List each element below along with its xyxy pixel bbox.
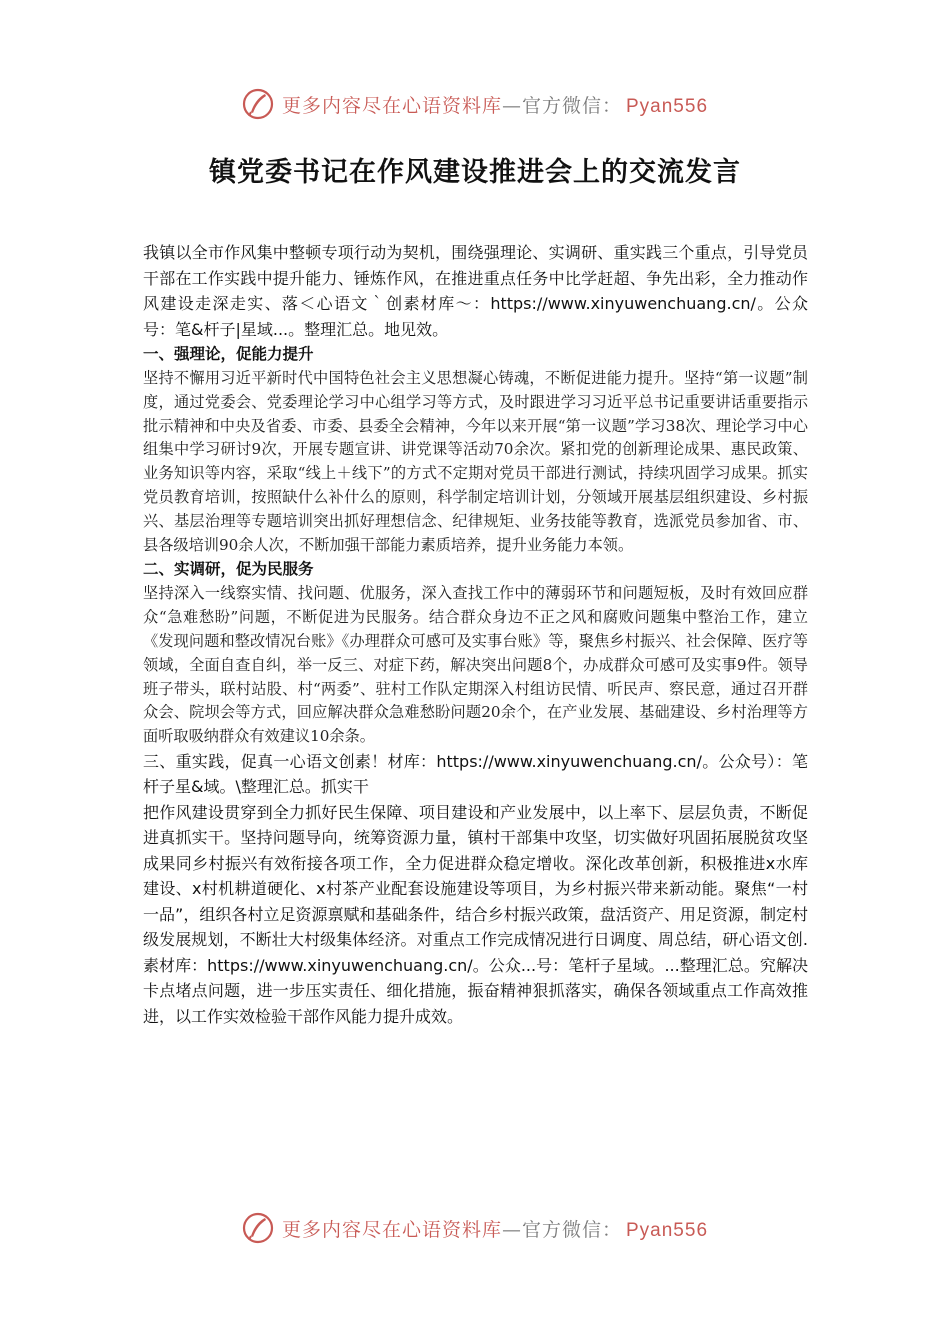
section-3-body: 把作风建设贯穿到全力抓好民生保障、项目建设和产业发展中，以上率下、层层负责，不断促进真抓实干。坚持问题导向，统筹资源力量，镇村干部集中攻坚，切实做好巩固拓展脱贫攻坚成果同乡村振兴有效衔接各项工作，全力促进群众稳定增收。深化改革创新，积极推进x水库建设、x村机耕道硬化、x村茶产业配套设施建设等项目，为乡村振兴带来新动能。聚焦“一村一品”，组织各村立足资源禀赋和基础条件，结合乡村振兴政策，盘活资产、用足资源，制定村级发展规划，不断壮大村级集体经济。对重点工作完成情况进行日调度、周总结，研心语文创.素材库：https://www.xinyuwenchuang.cn/。公众...号：笔杆子星域。...整理汇总。究解决卡点堵点问题，进一步压实责任、细化措施，振奋精神狠抓落实，确保各领域重点工作高效推进，以工作实效检验干部作风能力提升成效。 [143, 802, 808, 1026]
intro-paragraph: 我镇以全市作风集中整顿专项行动为契机，围绕强理论、实调研、重实践三个重点，引导党员干部在工作实践中提升能力、锤炼作风，在推进重点任务中比学赶超、争先出彩，全力推动作风建设走深走实、落＜心语文｀创素材库～：https://www.xinyuwenchuang.cn/。公众号：笔&杆子|星域...。整理汇总。地见效。 [143, 243, 808, 339]
footer-banner-text [282, 1215, 708, 1242]
document-title: 镇党委书记在作风建设推进会上的交流发言 [209, 157, 741, 188]
section-1-body: 坚持不懈用习近平新时代中国特色社会主义思想凝心铸魂，不断促进能力提升。坚持“第一议题”制度，通过党委会、党委理论学习中心组学习等方式，及时跟进学习习近平总书记重要讲话重要指示批示精神和中央及省委、市委、县委全会精神，今年以来开展“第一议题”学习38次、理论学习中心组集中学习研讨9次，开展专题宣讲、讲党课等活动70余次。紧扣党的创新理论成果、惠民政策、业务知识等内容，采取“线上＋线下”的方式不定期对党员干部进行测试，持续巩固学习成果。抓实党员教育培训，按照缺什么补什么的原则，科学制定培训计划，分领域开展基层组织建设、乡村振兴、基层治理等专题培训突出抓好理想信念、纪律规矩、业务技能等教育，选派党员参加省、市、县各级培训90余人次，不断加强干部能力素质培养，提升业务能力本领。 [143, 369, 808, 554]
footer-separator: — [501, 1218, 522, 1241]
header-site-text: 更多内容尽在心语资料库 [281, 94, 502, 117]
footer-wechat-id: Pyan556 [626, 1219, 709, 1241]
section-3-heading: 三、重实践，促真一心语文创素！材库：https://www.xinyuwenchuang.cn/。公众号）：笔杆子星&域。\整理汇总。抓实干 [143, 751, 808, 797]
footer-site-text: 更多内容尽在心语资料库 [281, 1218, 502, 1241]
header-separator: — [501, 94, 522, 117]
footer-wechat-label: 官方微信： [521, 1218, 622, 1241]
header-wechat-label: 官方微信： [521, 94, 622, 117]
section-2-body: 坚持深入一线察实情、找问题、优服务，深入查找工作中的薄弱环节和问题短板，及时有效回应群众“急难愁盼”问题，不断促进为民服务。结合群众身边不正之风和腐败问题集中整治工作，建立《发现问题和整改情况台账》《办理群众可感可及实事台账》等，聚焦乡村振兴、社会保障、医疗等领域，全面自查自纠，举一反三、对症下药，解决突出问题8个，办成群众可感可及实事9件。领导班子带头，联村站股、村“两委”、驻村工作队定期深入村组访民情、听民声、察民意，通过召开群众会、院坝会等方式，回应解决群众急难愁盼问题20余个，在产业发展、基础建设、乡村治理等方面听取吸纳群众有效建议10余条。 [143, 584, 808, 746]
header-banner [0, 82, 950, 126]
section-2-heading: 二、实调研，促为民服务 [143, 560, 314, 579]
header-wechat-id: Pyan556 [626, 95, 709, 117]
header-banner-text [282, 91, 708, 118]
document-body [143, 240, 808, 1029]
quill-pen-logo-icon [242, 1212, 274, 1244]
footer-banner [0, 1206, 950, 1250]
quill-pen-logo-icon [242, 88, 274, 120]
section-1-heading: 一、强理论，促能力提升 [143, 345, 314, 363]
